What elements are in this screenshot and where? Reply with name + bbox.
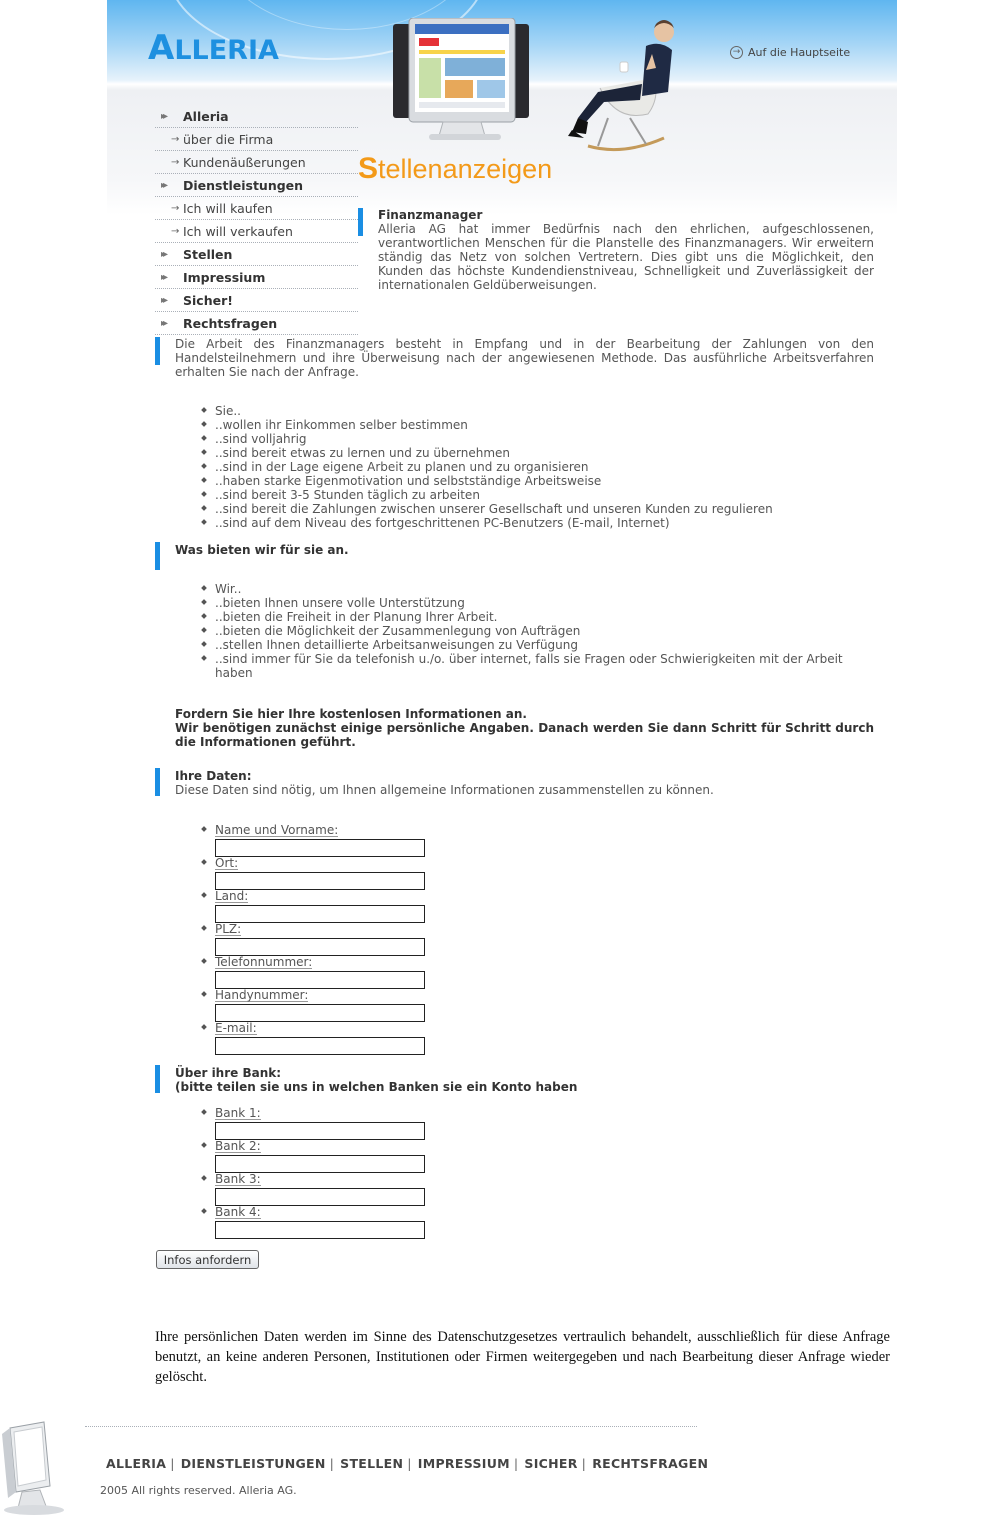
footer-link-rechtsfragen[interactable]: RECHTSFRAGEN (592, 1456, 709, 1471)
form-field-telefon (200, 955, 425, 988)
arrow-circle-icon: → (730, 46, 743, 59)
field-label: E-mail: (215, 1021, 257, 1035)
double-arrow-icon: ▸▸ (161, 248, 166, 260)
footer-monitor-illustration (0, 1420, 80, 1520)
nav-item-stellen[interactable] (155, 243, 358, 266)
bank-form (200, 1106, 425, 1238)
footer-link-alleria[interactable]: ALLERIA (106, 1456, 167, 1471)
nav-item-label: über die Firma (183, 131, 274, 147)
nav-item-kundenaeusserungen[interactable] (155, 151, 358, 174)
plz-input[interactable] (215, 938, 425, 956)
section-bar (155, 337, 160, 365)
nav-item-impressium[interactable] (155, 266, 358, 289)
footer-link-dienstleistungen[interactable]: DIENSTLEISTUNGEN (180, 1456, 326, 1471)
job-work-description: Die Arbeit des Finanzmanagers besteht in Empfang und in der Bearbeitung der Zahlungen von den Handelsteilnehmern und ihre Überweisung nach der angewiesenen Methode. Das ausführliche Arbeitsverfahren erhalten Sie nach der Anfrage. (175, 337, 874, 379)
nav-item-ueber-die-firma[interactable] (155, 128, 358, 151)
list-item: ..sind bereit 3-5 Stunden täglich zu arbeiten (200, 488, 880, 502)
nav-item-label: Ich will kaufen (183, 200, 273, 216)
field-label: Bank 4: (215, 1205, 261, 1219)
form-field-name (200, 823, 425, 856)
page-title-initial: S (358, 152, 379, 185)
nav-item-label: Dienstleistungen (183, 177, 304, 193)
page-title (358, 152, 552, 186)
nav-item-rechtsfragen[interactable] (155, 312, 358, 335)
form-field-ort (200, 856, 425, 889)
footer-separator: | (581, 1456, 587, 1471)
section-bar (155, 1065, 160, 1093)
list-item: ..bieten Ihnen unsere volle Unterstützung (200, 596, 874, 610)
request-info (175, 707, 874, 749)
nav-item-alleria[interactable] (155, 105, 358, 128)
personal-data-heading: Ihre Daten: (175, 769, 252, 783)
double-arrow-icon: ▸▸ (161, 294, 166, 306)
personal-data-header (175, 769, 874, 797)
footer-separator: | (513, 1456, 519, 1471)
nav-item-ich-will-verkaufen[interactable] (155, 220, 358, 243)
list-item: ..wollen ihr Einkommen selber bestimmen (200, 418, 880, 432)
list-item: Sie.. (200, 404, 880, 418)
sidebar-nav (155, 105, 358, 335)
field-label: Telefonnummer: (215, 955, 313, 969)
job-heading: Finanzmanager (378, 208, 483, 222)
email-input[interactable] (215, 1037, 425, 1055)
form-field-bank-3 (200, 1172, 425, 1205)
form-field-bank-2 (200, 1139, 425, 1172)
list-item: ..sind bereit die Zahlungen zwischen unserer Gesellschaft und unseren Kunden zu regulieren (200, 502, 880, 516)
offer-heading: Was bieten wir für sie an. (175, 543, 349, 557)
page-title-text: tellenanzeigen (378, 154, 553, 184)
logo[interactable] (148, 28, 279, 68)
person-illustration (568, 18, 678, 153)
form-field-email (200, 1021, 425, 1054)
footer-link-impressium[interactable]: IMPRESSIUM (417, 1456, 510, 1471)
job-intro-text: Alleria AG hat immer Bedürfnis nach den ehrlichen, aufgeschlossenen, verantwortlichen Menschen für die Planstelle des Finanzmanagers. Wir erweitern ständig das Netz von solchen Vertretern. Dies gibt uns die Möglichkeit, den Kunden das höchste Kundendienstniveau, Schnelligkeit und Zuverlässigkeit der internationalen Geldüberweisungen. (378, 222, 874, 292)
footer-link-stellen[interactable]: STELLEN (340, 1456, 404, 1471)
form-field-handy (200, 988, 425, 1021)
footer-separator: | (170, 1456, 175, 1471)
request-line: Fordern Sie hier Ihre kostenlosen Informationen an. (175, 707, 527, 721)
field-label: Bank 3: (215, 1172, 261, 1186)
bank-3-input[interactable] (215, 1188, 425, 1206)
bank-subheading: (bitte teilen sie uns in welchen Banken sie ein Konto haben (175, 1080, 578, 1094)
field-label: Name und Vorname: (215, 823, 339, 837)
list-item: ..sind immer für Sie da telefonish u./o. über internet, falls sie Fragen oder Schwierigkeiten mit der Arbeit haben (200, 652, 874, 680)
nav-item-sicher[interactable] (155, 289, 358, 312)
list-item: ..stellen Ihnen detaillierte Arbeitsanweisungen zu Verfügung (200, 638, 874, 652)
home-link-label: Auf die Hauptseite (748, 46, 851, 59)
nav-item-ich-will-kaufen[interactable] (155, 197, 358, 220)
bank-4-input[interactable] (215, 1221, 425, 1239)
field-label: Handynummer: (215, 988, 309, 1002)
offer-list (200, 582, 874, 680)
ort-input[interactable] (215, 872, 425, 890)
form-field-land (200, 889, 425, 922)
list-item: ..sind auf dem Niveau des fortgeschrittenen PC-Benutzers (E-mail, Internet) (200, 516, 880, 530)
form-field-bank-1 (200, 1106, 425, 1139)
section-bar (358, 208, 363, 236)
nav-item-label: Impressium (183, 269, 266, 285)
nav-item-label: Alleria (183, 108, 229, 124)
nav-item-label: Sicher! (183, 292, 233, 308)
nav-item-label: Stellen (183, 246, 233, 262)
list-item: ..sind in der Lage eigene Arbeit zu planen und zu organisieren (200, 460, 880, 474)
telefon-input[interactable] (215, 971, 425, 989)
field-label: Bank 2: (215, 1139, 261, 1153)
name-input[interactable] (215, 839, 425, 857)
logo-initial: A (148, 28, 175, 68)
footer-divider (85, 1426, 697, 1427)
double-arrow-icon: ▸▸ (161, 317, 166, 329)
list-item: ..sind volljahrig (200, 432, 880, 446)
job-intro (378, 208, 874, 292)
copyright-text: 2005 All rights reserved. Alleria AG. (100, 1484, 297, 1497)
section-bar (155, 768, 160, 796)
field-label: Bank 1: (215, 1106, 261, 1120)
field-label: Land: (215, 889, 249, 903)
home-link[interactable] (730, 46, 850, 59)
list-item: ..sind bereit etwas zu lernen und zu übernehmen (200, 446, 880, 460)
nav-item-label: Rechtsfragen (183, 315, 278, 331)
nav-item-label: Kundenäußerungen (183, 154, 306, 170)
form-field-plz (200, 922, 425, 955)
field-label: Ort: (215, 856, 239, 870)
list-item: ..bieten die Möglichkeit der Zusammenlegung von Aufträgen (200, 624, 874, 638)
personal-data-description: Diese Daten sind nötig, um Ihnen allgemeine Informationen zusammenstellen zu können. (175, 783, 714, 797)
list-item: ..haben starke Eigenmotivation und selbstständige Arbeitsweise (200, 474, 880, 488)
personal-data-form (200, 823, 425, 1054)
arrow-right-icon: → (171, 133, 180, 145)
nav-item-label: Ich will verkaufen (183, 223, 293, 239)
section-bar (155, 542, 160, 570)
request-line: Wir benötigen zunächst einige persönliche Angaben. Danach werden Sie dann Schritt für Schritt durch die Informationen geführt. (175, 721, 874, 749)
list-item: Wir.. (200, 582, 874, 596)
footer-nav (106, 1456, 708, 1471)
double-arrow-icon: ▸▸ (161, 179, 166, 191)
land-input[interactable] (215, 905, 425, 923)
footer-link-sicher[interactable]: SICHER (524, 1456, 578, 1471)
bank-header (175, 1066, 874, 1094)
privacy-notice: Ihre persönlichen Daten werden im Sinne des Datenschutzgesetzes vertraulich behandelt, ausschließlich für diese Anfrage benutzt, an keine anderen Personen, Institutionen oder Firmen weitergegeben und nach Bearbeitung dieser Anfrage wieder gelöscht. (155, 1329, 890, 1385)
double-arrow-icon: ▸▸ (161, 271, 166, 283)
logo-text: LLERIA (174, 35, 279, 66)
bank-2-input[interactable] (215, 1155, 425, 1173)
infos-anfordern-button[interactable]: Infos anfordern (156, 1250, 259, 1269)
monitor-illustration (393, 18, 533, 146)
bank-1-input[interactable] (215, 1122, 425, 1140)
form-field-bank-4 (200, 1205, 425, 1238)
field-label: PLZ: (215, 922, 242, 936)
footer-separator: | (329, 1456, 335, 1471)
arrow-right-icon: → (171, 202, 180, 214)
arrow-right-icon: → (171, 225, 180, 237)
requirements-list (200, 404, 880, 530)
handy-input[interactable] (215, 1004, 425, 1022)
arrow-right-icon: → (171, 156, 180, 168)
double-arrow-icon: ▸▸ (161, 110, 166, 122)
nav-item-dienstleistungen[interactable] (155, 174, 358, 197)
list-item: ..bieten die Freiheit in der Planung Ihrer Arbeit. (200, 610, 874, 624)
bank-heading: Über ihre Bank: (175, 1066, 282, 1080)
footer-separator: | (407, 1456, 412, 1471)
